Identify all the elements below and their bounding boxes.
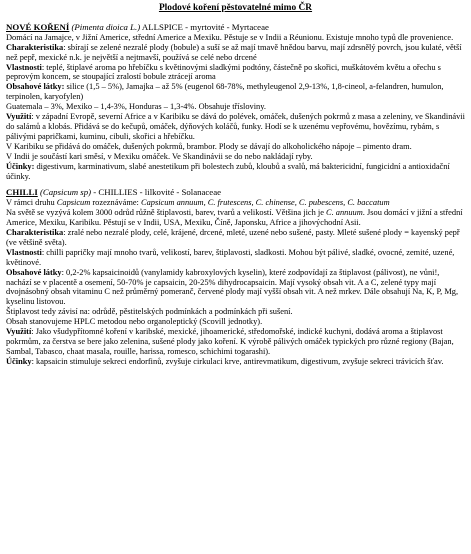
chilli-props-label: Vlastnosti [6, 247, 42, 257]
chilli-content-label: Obsahové látky [6, 267, 62, 277]
allspice-intro: Domácí na Jamajce, v Jižní Americe, střední Americe a Mexiku. Pěstuje se v Indii a Réunionu. Existuje mnoho typů dle provenience. [6, 32, 454, 42]
chilli-intro-latin: Capsicum [56, 198, 91, 208]
chilli-effects-label: Účinky [6, 356, 32, 366]
allspice-use-text: : v západní Evropě, severní Africe a v Karibiku se dává do polévek, omáček, dušených pokrmů z masa a zeleniny, ve Skandinávii do salámů a klobás. Přidává se do kečupů, omáček, dýňových koláčů, funky. Hodí se k uzenému vepřovému, hovězímu, rybám, s pálivými papričkami, kuminu, cibuli, skořici a hřebíčku. [6, 112, 465, 141]
allspice-effects-text: digestivum, karminativum, slabé anestetikum při bolestech zubů, kloubů a svalů, má baktericidní, fungicidní a antioxidační účinky. [6, 161, 450, 181]
allspice-name: NOVÉ KOŘENÍ [6, 21, 70, 32]
chilli-heading [6, 188, 465, 198]
allspice-char-text: : sbírají se zelené nezralé plody (bobule) a suší se až mají tmavě hnědou barvu, mají zdrsnělý povrch, jsou kulaté, větší než pepř, mexické n.k. je největší a nejtmavší, používá se celé nebo drcené [6, 42, 462, 62]
chilli-content-text: : 0,2-2% kapsaicinoidů (vanylamidy kabroxylových kyselin), které zodpovídají za štiplavost (pálivost), ne vůni!, nachází se v placentě a osemení, 50-70% je capsaicin, 20-25% dihydrocapsaicin. Mají vysoký obsah vit. A a C, zelené typy mají dvojnásobný obsah vitaminu C než průměrný pomeranč, červené plody mají vyšší obsah vit. A než mrkev. Dále obsahují Na, K, P, Mg, kyselinu listovou. [6, 267, 459, 307]
allspice-characteristics [6, 43, 465, 63]
section-allspice [6, 23, 465, 182]
chilli-char-label: Charakteristika [6, 228, 64, 238]
allspice-heading [6, 23, 465, 33]
allspice-countries: Guatemala – 3%, Mexiko – 1,4-3%, Honduras – 1,3-4%. Obsahuje třísloviny. [6, 102, 266, 112]
allspice-use-label: Využití [6, 112, 32, 122]
chilli-characteristics [6, 228, 465, 248]
chilli-heading-tail: - CHILLIES - lilkovité - Solanaceae [91, 187, 222, 198]
allspice-use [6, 112, 465, 142]
section-chilli [6, 188, 465, 366]
chilli-hplc: Obsah stanovujeme HPLC metodou nebo organoleptický (Scovill jednotky). [6, 317, 263, 327]
allspice-india: V Indii je součástí kari směsí, v Mexiku omáček. Ve Skandinávii se do nebo nakládají ryby. [6, 151, 313, 161]
chilli-effects-text: : kapsaicin stimuluje sekreci endorfinů, zvyšuje cirkulaci krve, antirevmatikum, digestivum, zvyšuje sekreci trávicích šťav. [31, 356, 444, 366]
allspice-caribbean: V Karibiku se přidává do omáček, dušených pokrmů, brambor. Plody se dávají do alkoholického nápoje – pimento dram. [6, 141, 412, 151]
allspice-properties [6, 63, 465, 83]
chilli-world-latin: C. annuum [326, 208, 363, 218]
document-title: Plodové koření pěstovatelné mimo ČR [158, 3, 313, 13]
chilli-name: CHILLI [6, 187, 38, 198]
chilli-intro-b: rozeznáváme: [90, 198, 141, 208]
chilli-latin: (Capsicum sp) [39, 187, 92, 198]
allspice-latin: (Pimenta dioica L.) [71, 21, 141, 32]
chilli-use [6, 327, 465, 357]
chilli-use-label: Využití [6, 327, 32, 337]
chilli-intro-species: Capsicum annuum, C. frutescens, C. chinense, C. pubescens, C. baccatum [140, 198, 390, 208]
chilli-world-a: Na světě se vyzývá kolem 3000 odrůd růžně štiplavosti, barev, tvarů a velikostí. Většina jich je [6, 208, 327, 218]
chilli-use-text: : Jako všudypřítomné koření v karibské, mexické, jihoamerické, středomořské, indické kuchyni, dodává aroma a štiplavost pokrmům, za čerstva se bere jako zelenina, sušené plody jako koření. K výrobě pálivých omáček typických pro různé regiony (Bajan, Sambal, Tabasco, chaat masala, rouille, harissa, romesco, schichimi togarashi). [6, 327, 454, 356]
allspice-props-label: Vlastnosti [6, 62, 42, 72]
chilli-props-text: : chilli papričky mají mnoho tvarů, velikostí, barev, štiplavosti, sladkosti. Mohou být pálivé, sladké, ovocné, zemité, uzené, květinové. [6, 247, 455, 267]
chilli-intro [6, 198, 465, 208]
chilli-world [6, 208, 465, 228]
chilli-pungency: Štiplavost tedy závisí na: odrůdě, pěstitelských podmínkách a podmínkách při sušení. [6, 307, 293, 317]
allspice-effects-label: Účinky: [6, 161, 35, 171]
chilli-properties [6, 248, 465, 268]
chilli-world-b: . Jsou domácí v jižní a střední Americe, Mexiku, Karibiku. Pěstují se v Indii, USA, Mexiku, Číně, Japonsku, Africe a jihovýchodní Asii. [6, 208, 463, 228]
allspice-heading-tail: ALLSPICE - myrtovité - Myrtaceae [140, 21, 269, 32]
allspice-contents [6, 82, 465, 102]
allspice-content-label: Obsahové látky: [6, 82, 65, 92]
chilli-intro-a: V rámci druhu [6, 198, 57, 208]
allspice-char-label: Charakteristika [6, 42, 64, 52]
allspice-content-text: silice (1,5 – 5%), Jamajka – až 5% (eugenol 68-78%, methyleugenol 2,9-13%, 1,8-cineol, a-felandren, humulon, terpinolen, karyofylen) [6, 82, 444, 102]
allspice-effects [6, 162, 465, 182]
chilli-effects [6, 357, 465, 367]
allspice-props-text: : teplé, štiplavé aroma po hřebíčku s květinovými sladkými podtóny, částečně po skořici, muškátovém květu a ořechu s peprovým koncem, se stoupající zralostí bobule ztrácejí aroma [6, 62, 441, 82]
chilli-contents [6, 268, 465, 308]
chilli-char-text: : zralé nebo nezralé plody, celé, krájené, drcené, mleté, uzené nebo sušené, pasty. Mleté sušené plody = kayenský pepř (ve většině světa). [6, 228, 460, 247]
